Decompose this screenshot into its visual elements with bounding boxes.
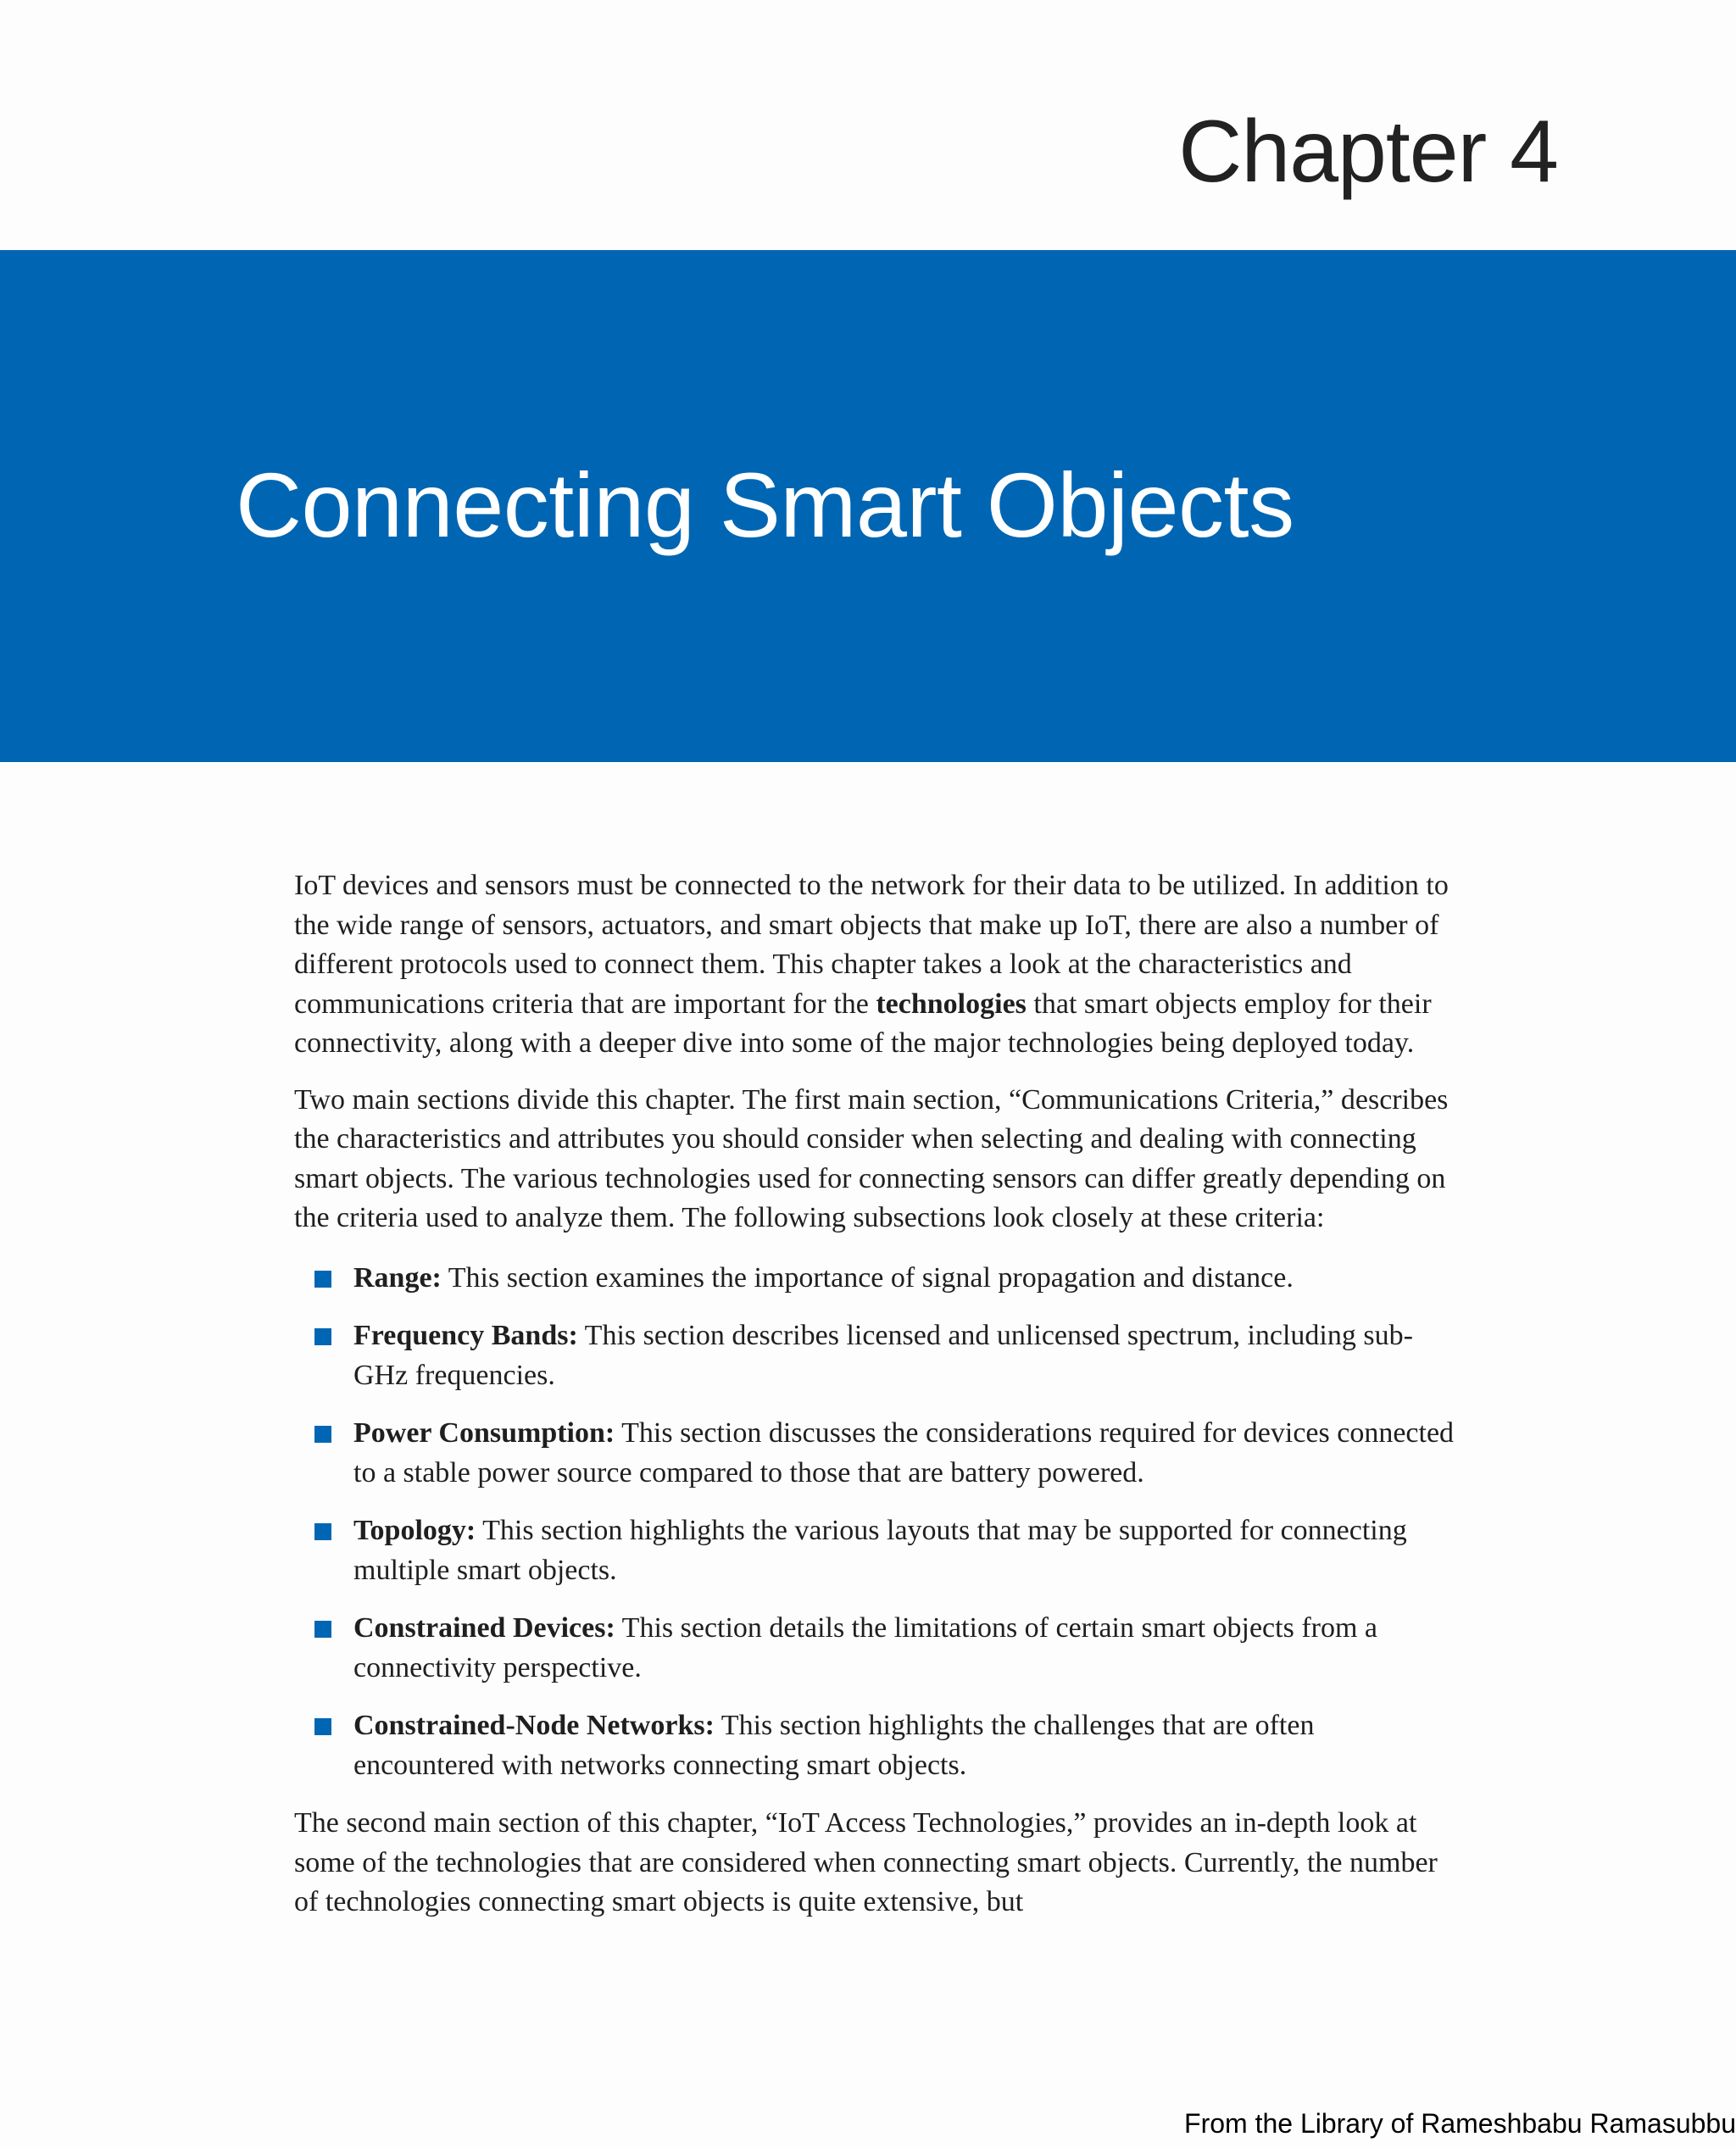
criteria-description: This section details the limitations of certain smart objects from a connectivity perspective. (353, 1612, 1378, 1683)
criteria-term: Constrained Devices: (353, 1612, 615, 1644)
criteria-item-topology (294, 1511, 1455, 1590)
intro-paragraph-1-text-b: that smart objects employ for their connectivity, along with a deeper dive into some of the major technologies being deployed today. (294, 988, 1432, 1059)
intro-paragraph-1 (294, 866, 1455, 1064)
square-bullet-icon (314, 1426, 331, 1443)
chapter-title: Connecting Smart Objects (236, 454, 1294, 556)
criteria-description: This section examines the importance of signal propagation and distance. (441, 1261, 1294, 1294)
library-credit: From the Library of Rameshbabu Ramasubbu (1184, 2108, 1736, 2139)
criteria-description: This section highlights the various layouts that may be supported for connecting multiple smart objects. (353, 1515, 1407, 1586)
chapter-label: Chapter 4 (1178, 103, 1558, 201)
criteria-term: Topology: (353, 1515, 476, 1546)
square-bullet-icon (314, 1718, 331, 1735)
closing-paragraph: The second main section of this chapter, “IoT Access Technologies,” provides an in-depth look at some of the technologies that are considered when connecting smart objects. Currently, the number of technologies connecting smart objects is quite extensive, but (294, 1807, 1438, 1917)
square-bullet-icon (314, 1328, 331, 1345)
square-bullet-icon (314, 1621, 331, 1638)
criteria-item-constrained-node-networks (294, 1706, 1455, 1785)
title-banner (0, 250, 1736, 762)
keyword-technologies: technologies (876, 988, 1027, 1020)
criteria-item-constrained-devices (294, 1609, 1455, 1688)
criteria-item-frequency-bands (294, 1316, 1455, 1395)
criteria-list (294, 1259, 1455, 1786)
criteria-description: This section discusses the considerations required for devices connected to a stable power source compared to those that are battery powered. (353, 1417, 1455, 1489)
criteria-item-power-consumption (294, 1414, 1455, 1493)
criteria-description: This section highlights the challenges that are often encountered with networks connecting smart objects. (353, 1710, 1315, 1781)
square-bullet-icon (314, 1523, 331, 1540)
chapter-body (294, 866, 1455, 1939)
criteria-term: Constrained-Node Networks: (353, 1710, 715, 1741)
criteria-item-range (294, 1259, 1455, 1299)
intro-paragraph-2: Two main sections divide this chapter. The first main section, “Communications Criteria,” describes the characteristics and attributes you should consider when selecting and dealing with connecting smart objects. The various technologies used for connecting sensors can differ greatly depending on the criteria used to analyze them. The following subsections look closely at these criteria: (294, 1083, 1449, 1233)
criteria-term: Power Consumption: (353, 1417, 615, 1449)
intro-paragraph-1-text-a: IoT devices and sensors must be connected to the network for their data to be utilized. In addition to the wide range of sensors, actuators, and smart objects that make up IoT, there are also a number of different protocols used to connect them. This chapter takes a look at the characteristics and communications criteria that are important for the (294, 870, 1449, 1020)
criteria-term: Range: (353, 1261, 442, 1294)
criteria-term: Frequency Bands: (353, 1320, 578, 1351)
square-bullet-icon (314, 1271, 331, 1288)
criteria-description: This section describes licensed and unlicensed spectrum, including sub-GHz frequencies. (353, 1320, 1413, 1391)
